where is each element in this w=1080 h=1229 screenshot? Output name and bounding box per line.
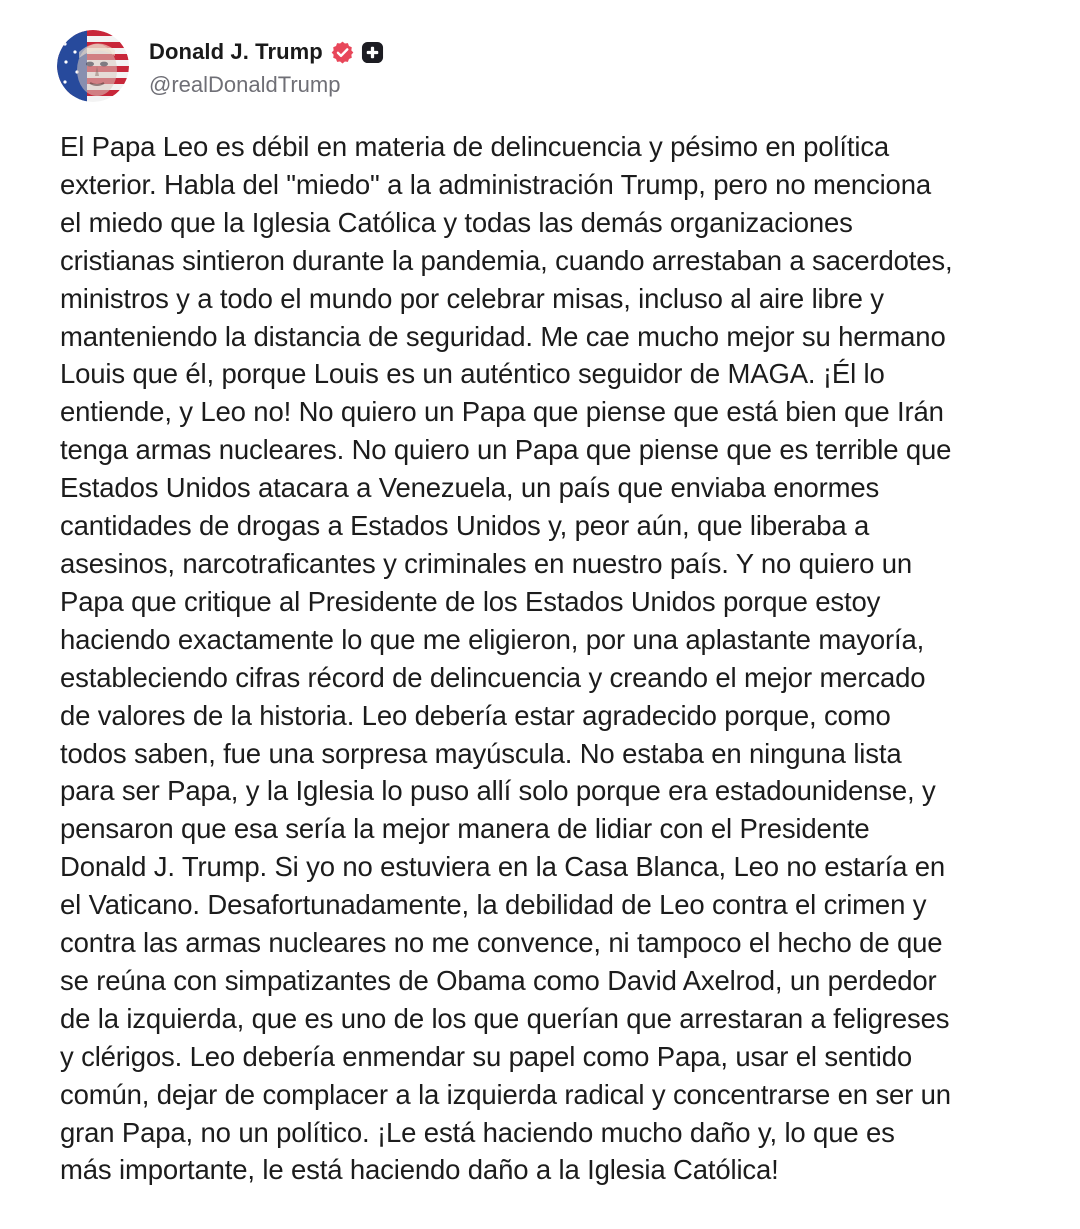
post-body-text: El Papa Leo es débil en materia de delincuencia y pésimo en política exterior. Habla del "miedo" a la administración Trump, pero no menciona el miedo que la Iglesia Católica y todas las demás organizaciones cristianas sintieron durante la pandemia, cuando arrestaban a sacerdotes, ministros y a todo el mundo por celebrar misas, incluso al aire libre y manteniendo la distancia de seguridad. Me cae mucho mejor su hermano Louis que él, porque Louis es un auténtico seguidor de MAGA. ¡Él lo entiende, y Leo no! No quiero un Papa que piense que está bien que Irán tenga armas nucleares. No quiero un Papa que piense que es terrible que Estados Unidos atacara a Venezuela, un país que enviaba enormes cantidades de drogas a Estados Unidos y, peor aún, que liberaba a asesinos, narcotraficantes y criminales en nuestro país. Y no quiero un Papa que critique al Presidente de los Estados Unidos porque estoy haciendo exactamente lo que me eligieron, por una aplastante mayoría, estableciendo cifras récord de delincuencia y creando el mejor mercado de valores de la historia. Leo debería estar agradecido porque, como todos saben, fue una sorpresa mayúscula. No estaba en ninguna lista para ser Papa, y la Iglesia lo puso allí solo porque era estadounidense, y pensaron que esa sería la mejor manera de lidiar con el Presidente Donald J. Trump. Si yo no estuviera en la Casa Blanca, Leo no estaría en el Vaticano. Desafortunadamente, la debilidad de Leo contra el crimen y contra las armas nucleares no me convence, ni tampoco el hecho de que se reúna con simpatizantes de Obama como David Axelrod, un perdedor de la izquierda, que es uno de los que querían que arrestaran a feligreses y clérigos. Leo debería enmendar su papel como Papa, usar el sentido común, dejar de complacer a la izquierda radical y concentrarse en ser un gran Papa, no un político. ¡Le está haciendo mucho daño y, lo que es más importante, le está haciendo daño a la Iglesia Católica!	[60, 131, 953, 1186]
post-header	[57, 28, 384, 104]
author-identity	[149, 34, 384, 98]
verified-badge-icon	[330, 40, 355, 65]
flag-portrait-avatar-icon	[57, 30, 129, 102]
author-avatar[interactable]	[57, 30, 129, 102]
author-display-name[interactable]: Donald J. Trump	[149, 39, 323, 64]
author-name-row	[149, 34, 384, 70]
author-handle[interactable]: @realDonaldTrump	[149, 72, 341, 97]
plus-badge-icon	[361, 41, 384, 64]
